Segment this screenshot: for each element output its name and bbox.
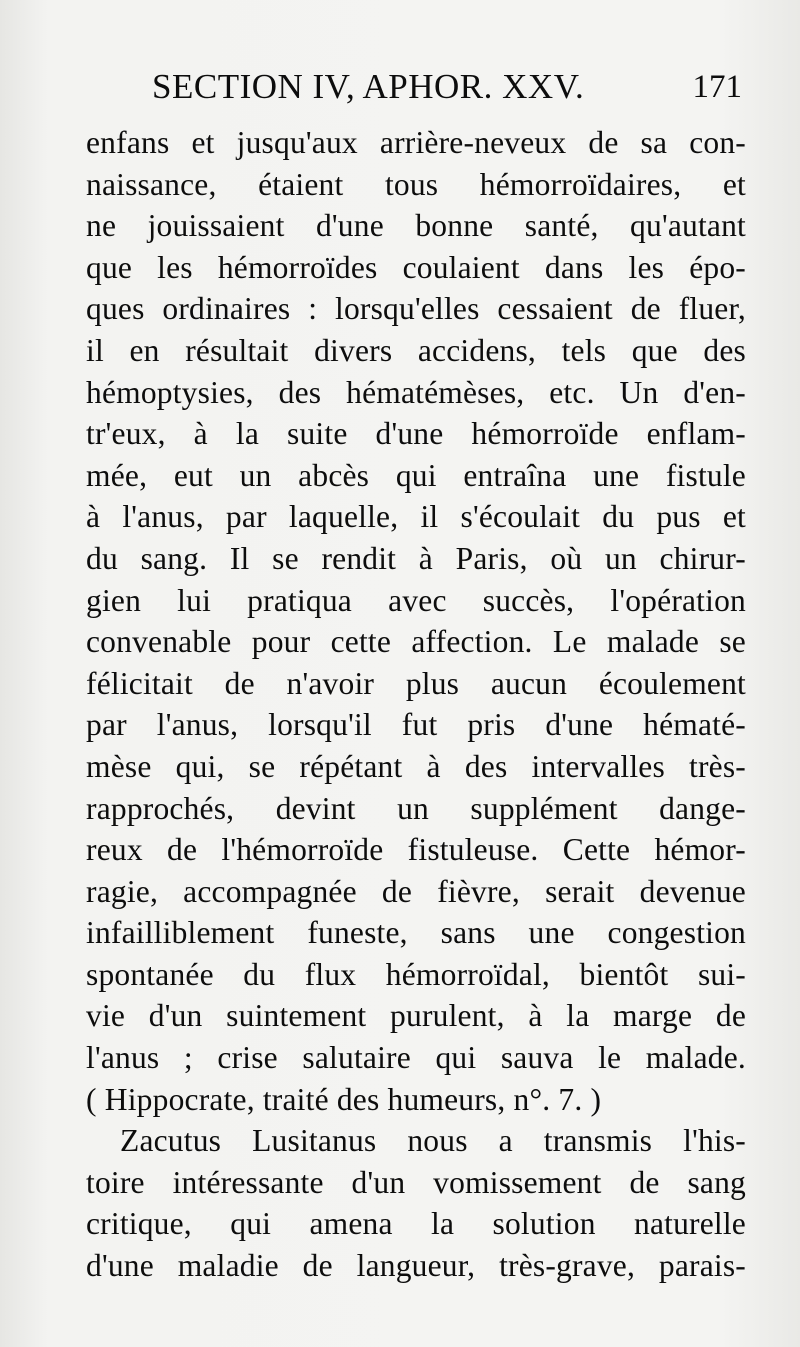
paragraph-start-line: Zacutus Lusitanus nous a transmis l'his- [120,1123,746,1159]
text-line: ques ordinaires : lorsqu'elles cessaient de fluer, [86,291,746,327]
text-line: du sang. Il se rendit à Paris, où un chirur- [86,540,746,576]
text-line: gien lui pratiqua avec succès, l'opération [86,582,746,618]
text-line: que les hémorroïdes coulaient dans les épo- [86,249,746,285]
text-line: il en résultait divers accidens, tels que des [86,332,746,368]
text-line: ragie, accompagnée de fièvre, serait devenue [86,873,746,909]
text-line: d'une maladie de langueur, très-grave, parais- [86,1248,746,1284]
text-line: spontanée du flux hémorroïdal, bientôt sui- [86,956,746,992]
body-text [86,122,746,1287]
text-line: à l'anus, par laquelle, il s'écoulait du pus et [86,499,746,535]
page-header [152,64,742,110]
running-head: SECTION IV, APHOR. XXV. [152,67,585,106]
text-line: hémoptysies, des hématémèses, etc. Un d'en- [86,374,746,410]
text-line: reux de l'hémorroïde fistuleuse. Cette hémor- [86,832,746,868]
text-line: critique, qui amena la solution naturelle [86,1206,746,1242]
text-line: rapprochés, devint un supplément dange- [86,790,746,826]
text-line: ne jouissaient d'une bonne santé, qu'autant [86,208,746,244]
citation-line: ( Hippocrate, traité des humeurs, n°. 7. ) [86,1081,602,1117]
text-line: tr'eux, à la suite d'une hémorroïde enflam- [86,416,746,452]
text-line: vie d'un suintement purulent, à la marge de [86,998,746,1034]
page-number: 171 [692,69,742,105]
text-line: mée, eut un abcès qui entraîna une fistule [86,457,746,493]
text-line: convenable pour cette affection. Le malade se [86,624,746,660]
text-line: enfans et jusqu'aux arrière-neveux de sa con- [86,125,746,160]
text-line: félicitait de n'avoir plus aucun écoulement [86,665,746,701]
text-line: mèse qui, se répétant à des intervalles très- [86,748,746,784]
text-line: toire intéressante d'un vomissement de sang [86,1164,746,1200]
text-line: infailliblement funeste, sans une congestion [86,915,746,951]
text-line: l'anus ; crise salutaire qui sauva le malade. [86,1040,746,1076]
text-line: naissance, étaient tous hémorroïdaires, et [86,166,746,202]
text-line: par l'anus, lorsqu'il fut pris d'une hématé- [86,707,746,743]
